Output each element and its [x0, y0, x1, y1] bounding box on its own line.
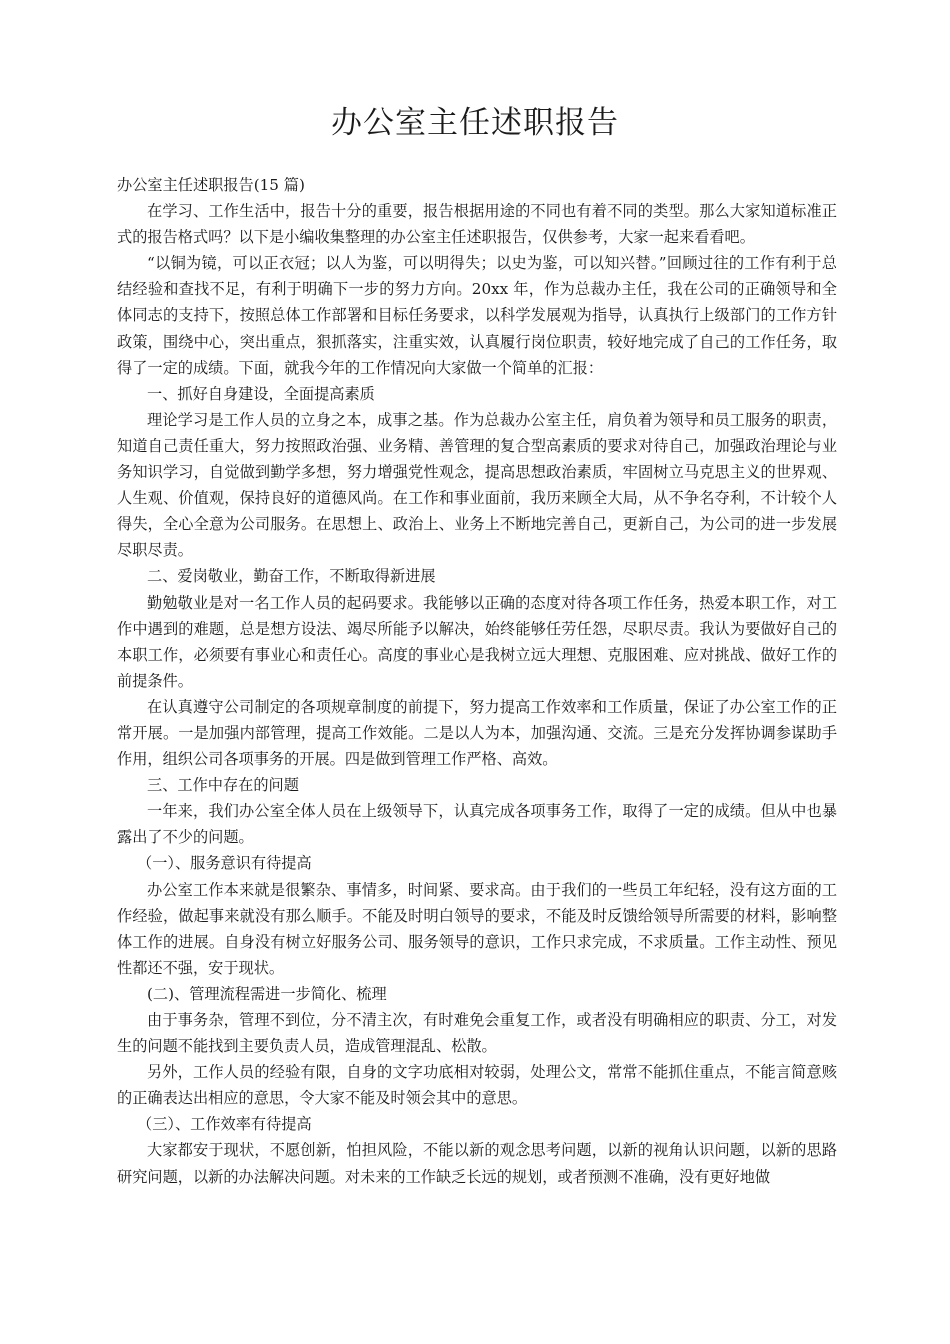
paragraph-list	[117, 198, 837, 1190]
section-heading: 一、抓好自身建设，全面提高素质	[147, 384, 375, 403]
document-subtitle: 办公室主任述职报告(15 篇)	[117, 176, 305, 194]
document-body	[117, 172, 837, 1190]
body-paragraph: 另外，工作人员的经验有限，自身的文字功底相对较弱，处理公文，常常不能抓住重点，不能言简意赅的正确表达出相应的意思，令大家不能及时领会其中的意思。	[117, 1063, 837, 1108]
section-heading: 二、爱岗敬业，勤奋工作，不断取得新进展	[147, 567, 436, 586]
body-paragraph: “以铜为镜，可以正衣冠；以人为鉴，可以明得失；以史为鉴，可以知兴替。”回顾过往的工作有利于总结经验和查找不足，有利于明确下一步的努力方向。20xx 年，作为总裁办主任，我在公司的正确领导和全体同志的支持下，按照总体工作部署和目标任务要求，以科学发展观为指导，认真执行上级部门的工作方针政策，围绕中心，突出重点，狠抓落实，注重实效，认真履行岗位职责，较好地完成了自己的工作任务，取得了一定的成绩。下面，就我今年的工作情况向大家做一个简单的汇报：	[117, 254, 837, 377]
section-heading: （一）、服务意识有待提高	[137, 854, 312, 873]
body-paragraph: (二)、管理流程需进一步简化、梳理	[147, 984, 387, 1003]
body-paragraph: 勤勉敬业是对一名工作人员的起码要求。我能够以正确的态度对待各项工作任务，热爱本职工作，对工作中遇到的难题，总是想方设法、竭尽所能予以解决，始终能够任劳任怨，尽职尽责。我认为要做好自己的本职工作，必须要有事业心和责任心。高度的事业心是我树立远大理想、克服困难、应对挑战、做好工作的前提条件。	[117, 593, 837, 690]
body-paragraph: 办公室工作本来就是很繁杂、事情多，时间紧、要求高。由于我们的一些员工年纪轻，没有这方面的工作经验，做起事来就没有那么顺手。不能及时明白领导的要求，不能及时反馈给领导所需要的材料，影响整体工作的进展。自身没有树立好服务公司、服务领导的意识，工作只求完成，不求质量。工作主动性、预见性都还不强，安于现状。	[117, 880, 837, 977]
body-paragraph: 在学习、工作生活中，报告十分的重要，报告根据用途的不同也有着不同的类型。那么大家知道标准正式的报告格式吗？以下是小编收集整理的办公室主任述职报告，仅供参考，大家一起来看看吧。	[117, 202, 837, 247]
section-heading: （三）、工作效率有待提高	[137, 1115, 312, 1134]
section-heading: 三、工作中存在的问题	[147, 776, 299, 795]
document-title: 办公室主任述职报告	[331, 105, 619, 141]
body-paragraph: 一年来，我们办公室全体人员在上级领导下，认真完成各项事务工作，取得了一定的成绩。但从中也暴露出了不少的问题。	[117, 802, 837, 847]
body-paragraph: 由于事务杂，管理不到位，分不清主次，有时难免会重复工作，或者没有明确相应的职责、分工，对发生的问题不能找到主要负责人员，造成管理混乱、松散。	[117, 1011, 837, 1056]
body-paragraph: 理论学习是工作人员的立身之本，成事之基。作为总裁办公室主任，肩负着为领导和员工服务的职责，知道自己责任重大，努力按照政治强、业务精、善管理的复合型高素质的要求对待自己，加强政治理论与业务知识学习，自觉做到勤学多想，努力增强党性观念，提高思想政治素质，牢固树立马克思主义的世界观、人生观、价值观，保持良好的道德风尚。在工作和事业面前，我历来顾全大局，从不争名夺利，不计较个人得失，全心全意为公司服务。在思想上、政治上、业务上不断地完善自己，更新自己，为公司的进一步发展尽职尽责。	[117, 410, 837, 560]
body-paragraph: 大家都安于现状，不愿创新，怕担风险，不能以新的观念思考问题，以新的视角认识问题，以新的思路研究问题，以新的办法解决问题。对未来的工作缺乏长远的规划，或者预测不准确，没有更好地做	[117, 1141, 837, 1186]
body-paragraph: 在认真遵守公司制定的各项规章制度的前提下，努力提高工作效率和工作质量，保证了办公室工作的正常开展。一是加强内部管理，提高工作效能。二是以人为本，加强沟通、交流。三是充分发挥协调参谋助手作用，组织公司各项事务的开展。四是做到管理工作严格、高效。	[117, 697, 837, 769]
